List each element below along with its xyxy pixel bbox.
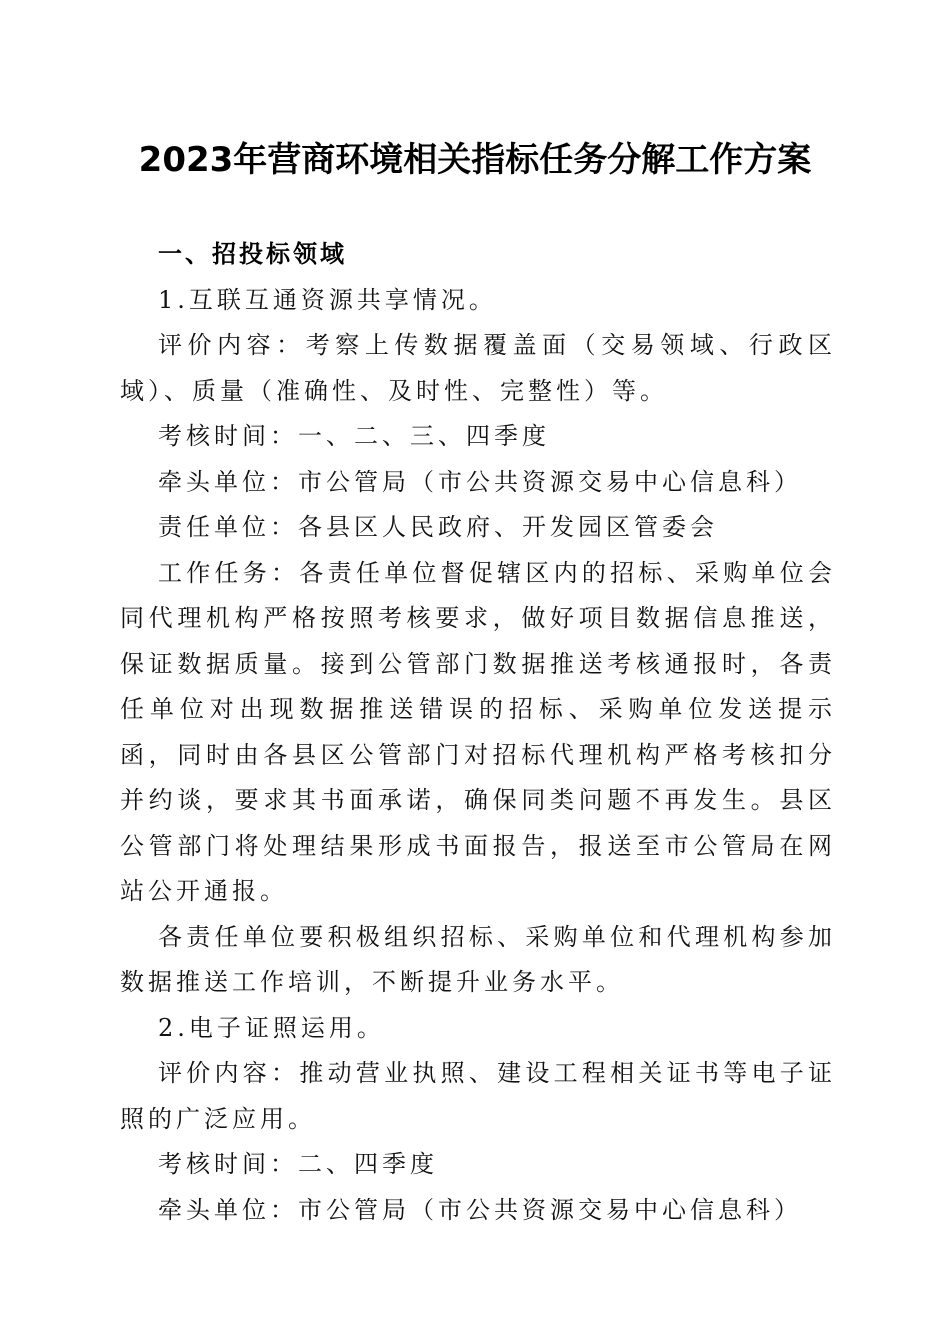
item-title: 1.互联互通资源共享情况。: [158, 285, 497, 314]
assessment-time: 考核时间：一、二、三、四季度: [158, 422, 550, 450]
evaluation-content: 评价内容：推动营业执照、建设工程相关证书等电子证照的广泛应用。: [120, 1059, 836, 1133]
assessment-time: 考核时间：二、四季度: [158, 1150, 438, 1178]
lead-unit: 牵头单位：市公管局（市公共资源交易中心信息科）: [158, 467, 802, 496]
evaluation-content: 评价内容：考察上传数据覆盖面（交易领域、行政区域）、质量（准确性、及时性、完整性）等。: [120, 331, 836, 405]
document-title: 2023年营商环境相关指标任务分解工作方案: [138, 140, 812, 180]
section-heading: 一、招投标领域: [158, 240, 347, 268]
work-task-supplement: 各责任单位要积极组织招标、采购单位和代理机构参加数据推送工作培训，不断提升业务水平。: [120, 922, 836, 996]
work-task: 工作任务：各责任单位督促辖区内的招标、采购单位会同代理机构严格按照考核要求，做好项目数据信息推送，保证数据质量。接到公管部门数据推送考核通报时，各责任单位对出现数据推送错误的招标、采购单位发送提示函，同时由各县区公管部门对招标代理机构严格考核扣分并约谈，要求其书面承诺，确保同类问题不再发生。县区公管部门将处理结果形成书面报告，报送至市公管局在网站公开通报。: [120, 558, 836, 905]
responsible-unit: 责任单位：各县区人民政府、开发园区管委会: [158, 513, 718, 541]
item-title: 2.电子证照运用。: [158, 1013, 385, 1042]
document-body: [120, 232, 836, 1233]
lead-unit: 牵头单位：市公管局（市公共资源交易中心信息科）: [158, 1195, 802, 1224]
